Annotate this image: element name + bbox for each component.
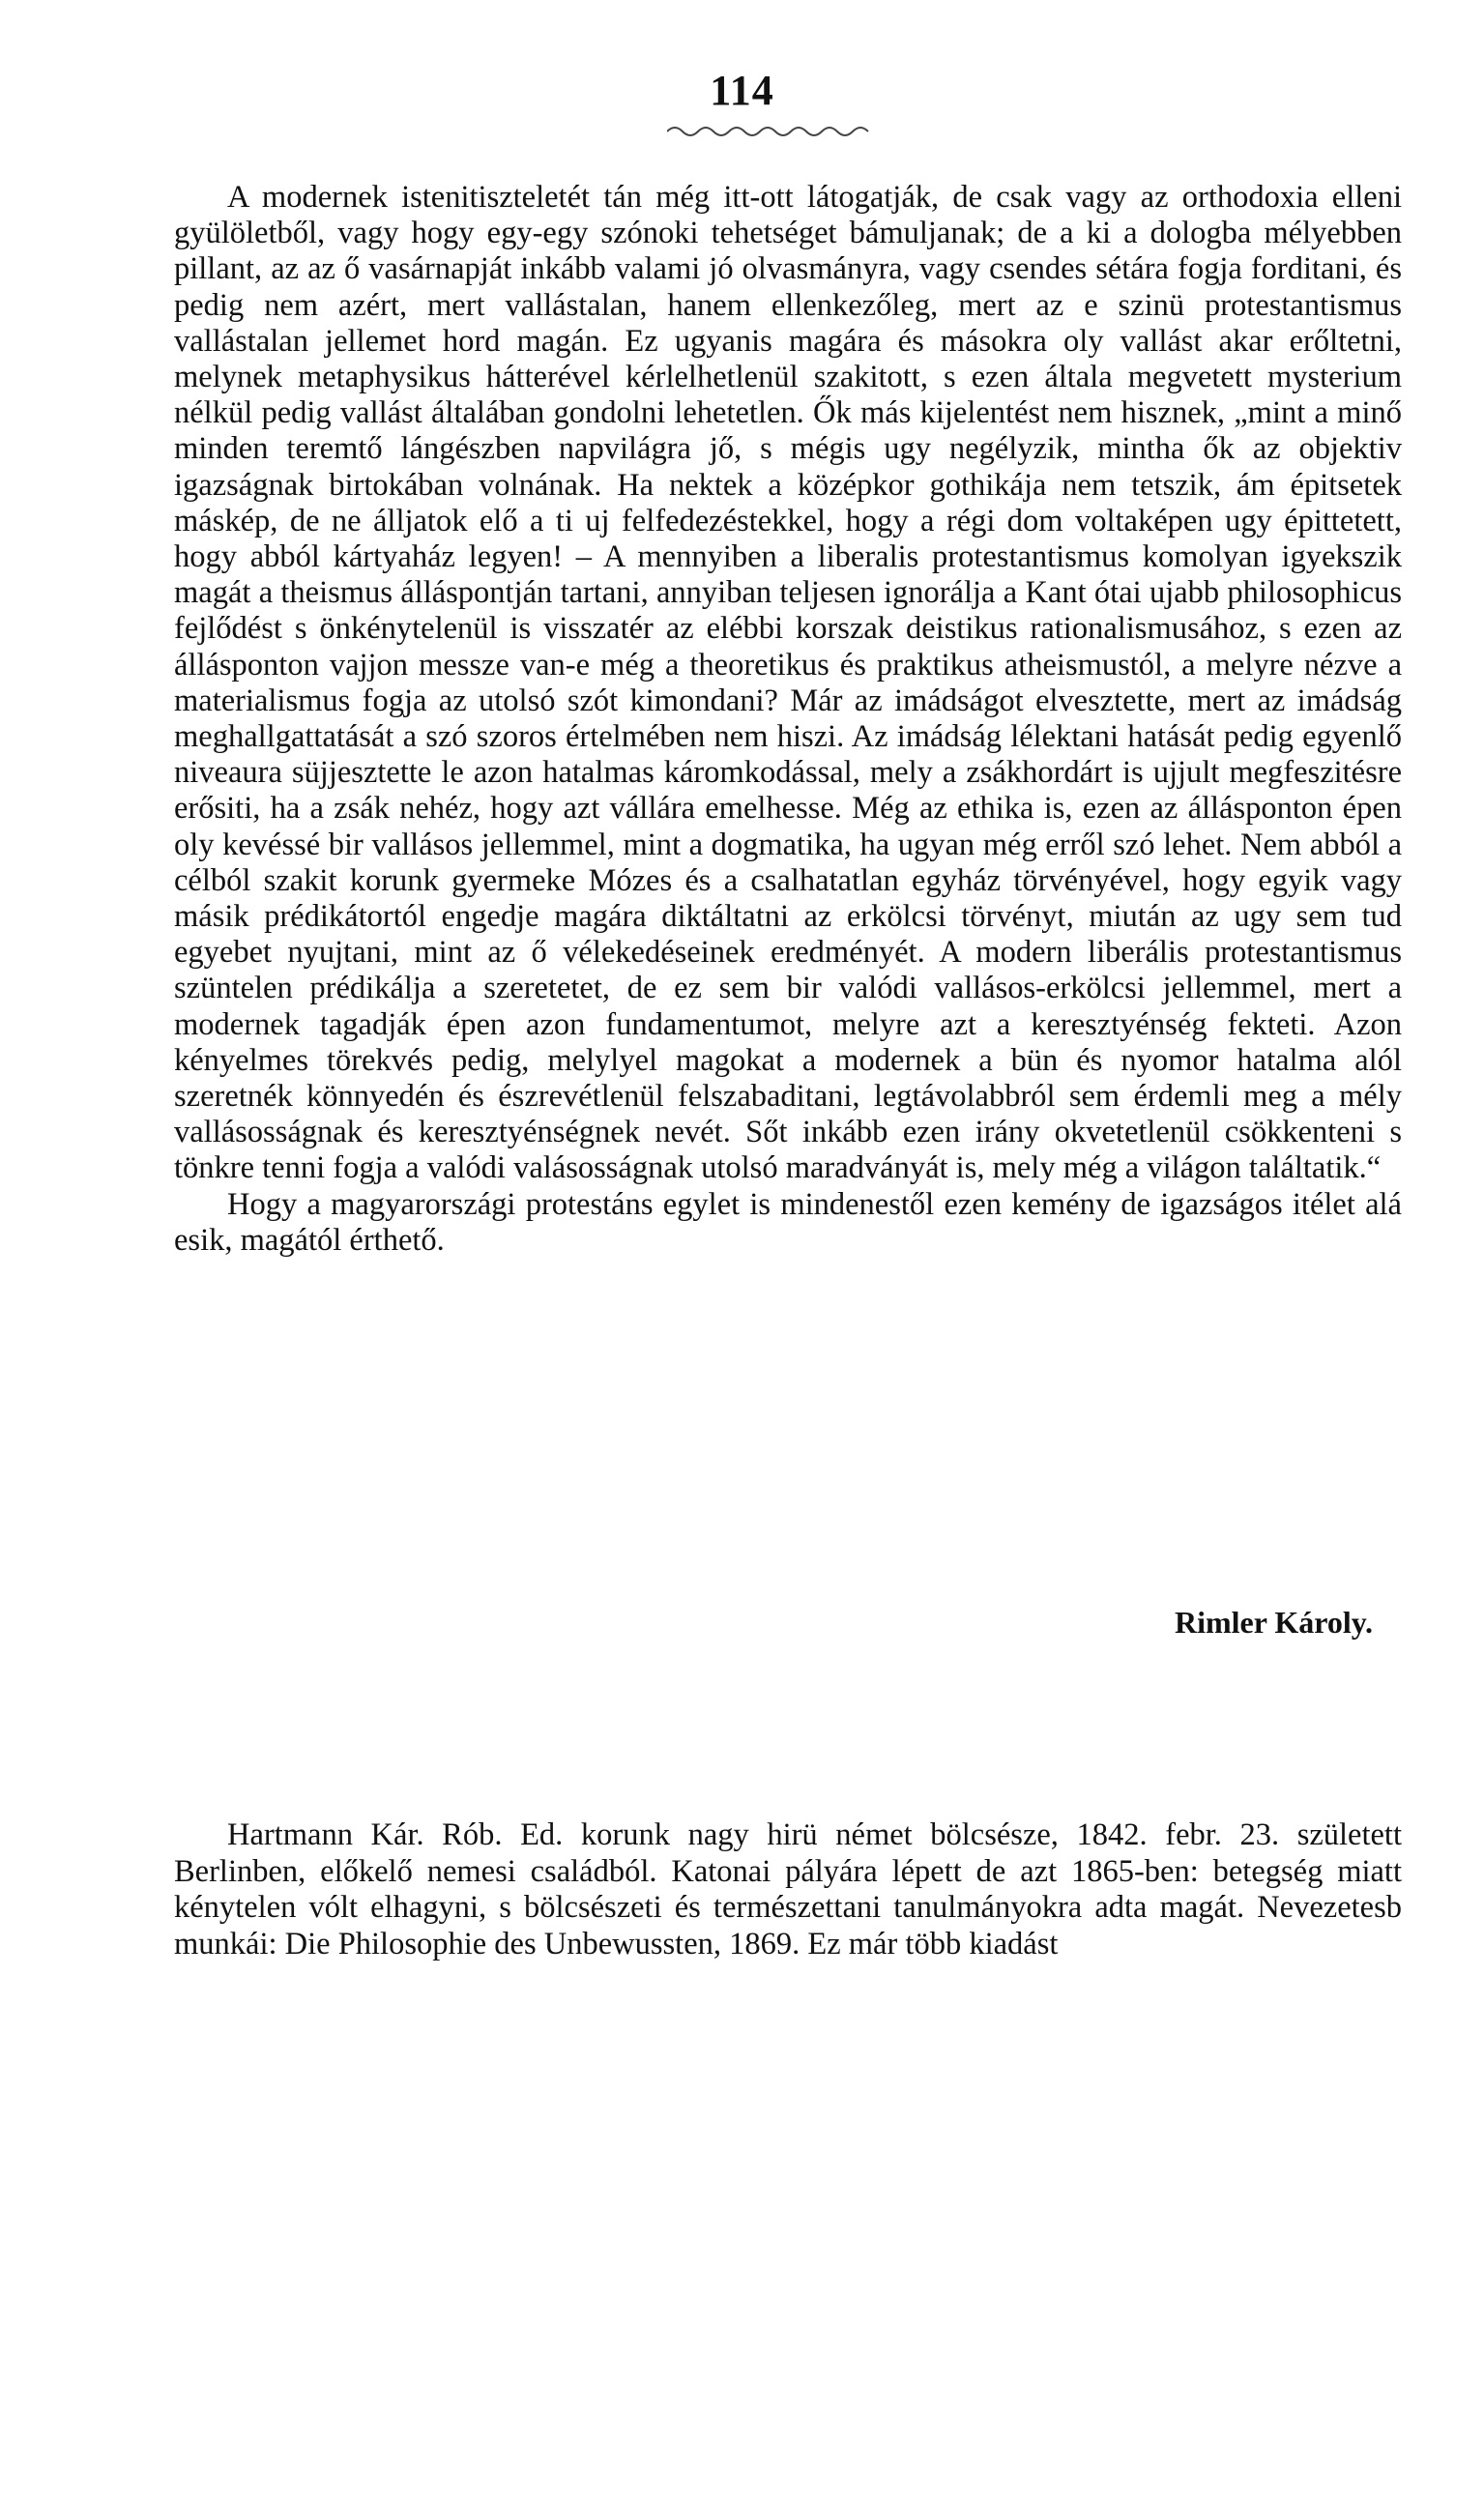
main-text (174, 180, 1402, 1259)
decorative-ornament-icon (667, 122, 870, 137)
author-signature: Rimler Károly. (1174, 1605, 1373, 1640)
page-number: 114 (710, 67, 774, 114)
body-paragraph-2: Hogy a magyarországi protestáns egylet is mindenestől ezen kemény de igazságos itélet alá esik, magától érthető. (174, 1186, 1402, 1258)
body-paragraph-1: A modernek istenitiszteletét tán még itt-ott látogatják, de csak vagy az orthodoxia elleni gyülöletből, vagy hogy egy-egy szónoki tehetséget bámuljanak; de a ki a dologba mélyebben pillant, az az ő vasárnapját inkább valami jó olvasmányra, vagy csendes sétára fogja forditani, és pedig nem azért, mert vallástalan, hanem ellenkezőleg, mert az e szinü protestantismus vallástalan jellemet hord magán. Ez ugyanis magára és másokra oly vallást akar erőltetni, melynek metaphysikus hátterével kérlelhetlenül szakitott, s ezen általa megvetett mysterium nélkül pedig vallást általában gondolni lehetetlen. Ők más kijelentést nem hisznek, „mint a minő minden teremtő lángészben napvilágra jő, s mégis ugy negélyzik, mintha ők az objektiv igazságnak birtokában volnának. Ha nektek a középkor gothikája nem tetszik, ám épitsetek máskép, de ne álljatok elő a ti uj felfedezéstekkel, hogy a régi dom voltaképen ugy épittetett, hogy abból kártyaház legyen! – A mennyiben a liberalis protestantismus komolyan igyekszik magát a theismus álláspontján tartani, annyiban teljesen ignorálja a Kant ótai ujabb philosophicus fejlődést s önkénytelenül is visszatér az elébbi korszak deistikus rationalismusához, s ezen az állásponton vajjon messze van-e még a theoretikus és praktikus atheismustól, a melyre nézve a materialismus fogja az utolsó szót kimondani? Már az imádságot elvesztette, mert az imádság meghallgattatását a szó szoros értelmében nem hiszi. Az imádság lélektani hatását pedig egyenlő niveaura süjjesztette le azon hatalmas káromkodással, mely a zsákhordárt is ujjult megfeszitésre erősiti, ha a zsák nehéz, hogy azt vállára emelhesse. Még az ethika is, ezen az állásponton épen oly kevéssé bir vallásos jellemmel, mint a dogmatika, ha ugyan még erről szó lehet. Nem abból a célból szakit korunk gyermeke Mózes és a csalhatatlan egyház törvényével, hogy egyik vagy másik prédikátortól engedje magára diktáltatni az erkölcsi törvényt, miután az ugy sem tud egyebet nyujtani, mint az ő vélekedéseinek eredményét. A modern liberális protestantismus szüntelen prédikálja a szeretetet, de ez sem bir valódi vallásos-erkölcsi jellemmel, mert a modernek tagadják épen azon fundamentumot, melyre azt a keresztyénség fekteti. Azon kényelmes törekvés pedig, melylyel magokat a modernek a bün és nyomor hatalma alól szeretnék könnyedén és észrevétlenül felszabaditani, legtávolabbról sem érdemli meg a mély vallásosságnak és keresztyénségnek nevét. Sőt inkább ezen irány okvetetlenül csökkenteni s tönkre tenni fogja a valódi valásosságnak utolsó maradványát is, mely még a világon találtatik.“ (174, 180, 1402, 1186)
footnote (174, 1817, 1402, 1962)
footnote-text: Hartmann Kár. Rób. Ed. korunk nagy hirü német bölcsésze, 1842. febr. 23. született Berlinben, előkelő nemesi családból. Katonai pályára lépett de azt 1865-ben: betegség miatt kénytelen vólt elhagyni, s bölcsészeti és természettani tanulmányokra adta magát. Nevezetesb munkái: Die Philosophie des Unbewussten, 1869. Ez már több kiadást (174, 1817, 1402, 1961)
